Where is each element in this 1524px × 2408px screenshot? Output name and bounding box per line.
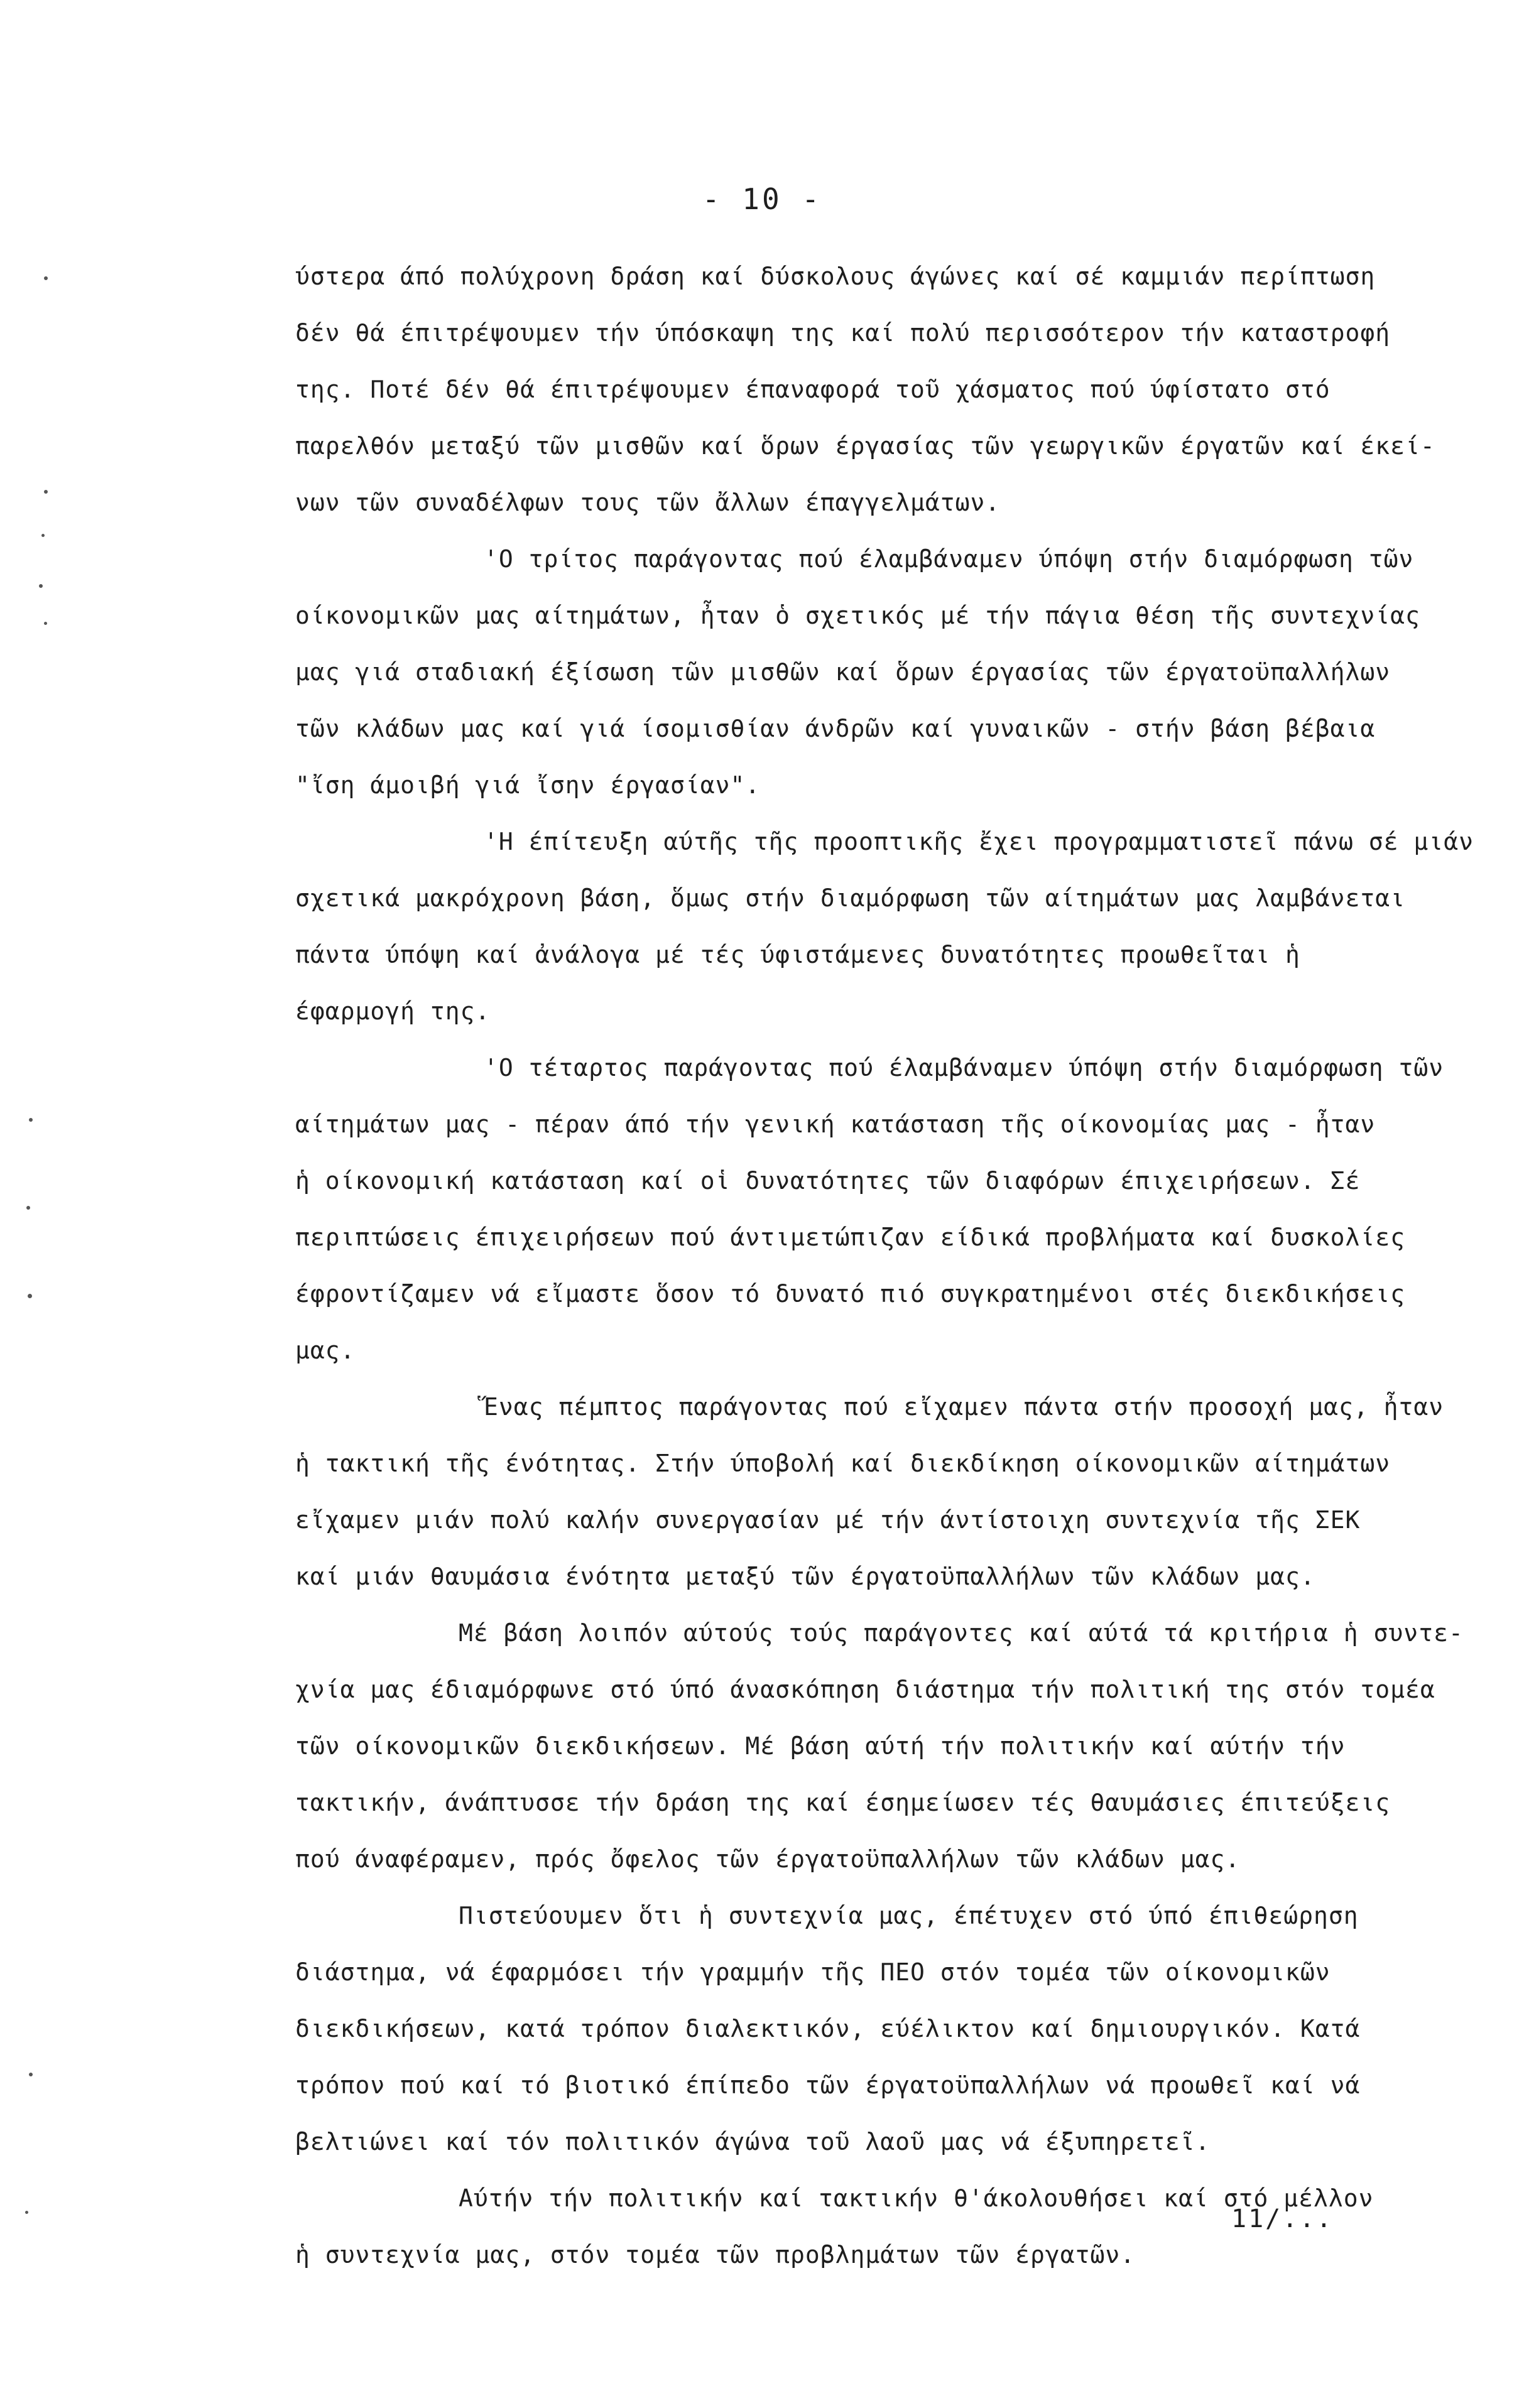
scan-speck bbox=[29, 1118, 33, 1122]
text-line: καί μιάν θαυμάσια ένότητα μεταξύ τῶν έργατοϋπαλλήλων τῶν κλάδων μας. bbox=[295, 1563, 1315, 1590]
text-line: τακτικήν, άνάπτυσσε τήν δράση της καί έσημείωσεν τές θαυμάσιες έπιτεύξεις bbox=[295, 1789, 1391, 1816]
paragraph-start: Αύτήν τήν πολιτικήν καί τακτικήν θ'άκολουθήσει καί στό μέλλον bbox=[459, 2184, 1374, 2212]
text-line: πού άναφέραμεν, πρός ὄφελος τῶν έργατοϋπαλλήλων τῶν κλάδων μας. bbox=[295, 1845, 1241, 1873]
text-line: οίκονομικῶν μας αίτημάτων, ἦταν ὁ σχετικός μέ τήν πάγια θέση τῆς συντεχνίας bbox=[295, 602, 1420, 629]
text-line: μας γιά σταδιακή έξίσωση τῶν μισθῶν καί ὅρων έργασίας τῶν έργατοϋπαλλήλων bbox=[295, 658, 1391, 686]
paragraph-start: Πιστεύουμεν ὅτι ἡ συντεχνία μας, έπέτυχεν στό ύπό έπιθεώρηση bbox=[459, 1902, 1359, 1929]
text-line: περιπτώσεις έπιχειρήσεων πού άντιμετώπιζαν είδικά προβλήματα καί δυσκολίες bbox=[295, 1223, 1405, 1251]
paragraph-start: 'Η έπίτευξη αύτῆς τῆς προοπτικῆς ἔχει προγραμματιστεῖ πάνω σέ μιάν bbox=[484, 828, 1474, 855]
scan-speck bbox=[44, 276, 48, 280]
scan-speck bbox=[28, 1294, 32, 1298]
text-line: της. Ποτέ δέν θά έπιτρέψουμεν έπαναφορά τοῦ χάσματος πού ύφίστατο στό bbox=[295, 376, 1331, 403]
continuation-reference: 11/... bbox=[1231, 2205, 1334, 2233]
text-line: παρελθόν μεταξύ τῶν μισθῶν καί ὅρων έργασίας τῶν γεωργικῶν έργατῶν καί έκεί- bbox=[295, 432, 1435, 460]
text-line: "ἴση άμοιβή γιά ἴσην έργασίαν". bbox=[295, 771, 761, 799]
text-line: διάστημα, νά έφαρμόσει τήν γραμμήν τῆς ΠΕΟ στόν τομέα τῶν οίκονομικῶν bbox=[295, 1958, 1331, 1986]
scan-speck bbox=[29, 2073, 33, 2076]
paragraph-start: Μέ βάση λοιπόν αύτούς τούς παράγοντες καί αύτά τά κριτήρια ἡ συντε- bbox=[459, 1619, 1464, 1647]
paragraph-start: 'Ο τρίτος παράγοντας πού έλαμβάναμεν ύπόψη στήν διαμόρφωση τῶν bbox=[484, 545, 1414, 573]
text-line: βελτιώνει καί τόν πολιτικόν άγώνα τοῦ λαοῦ μας νά έξυπηρετεῖ. bbox=[295, 2128, 1211, 2156]
text-line: ύστερα άπό πολύχρονη δράση καί δύσκολους άγώνες καί σέ καμμιάν περίπτωση bbox=[295, 263, 1376, 290]
scan-speck bbox=[26, 1206, 30, 1210]
text-line: μας. bbox=[295, 1337, 356, 1364]
text-line: χνία μας έδιαμόρφωνε στό ύπό άνασκόπηση διάστημα τήν πολιτική της στόν τομέα bbox=[295, 1676, 1435, 1703]
text-line: διεκδικήσεων, κατά τρόπον διαλεκτικόν, εύέλικτον καί δημιουργικόν. Κατά bbox=[295, 2015, 1361, 2042]
text-line: σχετικά μακρόχρονη βάση, ὅμως στήν διαμόρφωση τῶν αίτημάτων μας λαμβάνεται bbox=[295, 884, 1405, 912]
scan-speck bbox=[44, 490, 48, 494]
text-line: τρόπον πού καί τό βιοτικό έπίπεδο τῶν έργατοϋπαλλήλων νά προωθεῖ καί νά bbox=[295, 2071, 1361, 2099]
paragraph-start: Ἕνας πέμπτος παράγοντας πού εἴχαμεν πάντα στήν προσοχή μας, ἦταν bbox=[484, 1393, 1444, 1421]
text-line: έφαρμογή της. bbox=[295, 997, 491, 1025]
scan-speck bbox=[39, 584, 43, 588]
text-line: τῶν οίκονομικῶν διεκδικήσεων. Μέ βάση αύτή τήν πολιτικήν καί αύτήν τήν bbox=[295, 1732, 1346, 1760]
scan-speck bbox=[25, 2211, 28, 2214]
text-line: ἡ συντεχνία μας, στόν τομέα τῶν προβλημάτων τῶν έργατῶν. bbox=[295, 2241, 1136, 2269]
text-line: έφροντίζαμεν νά εἴμαστε ὅσον τό δυνατό πιό συγκρατημένοι στές διεκδικήσεις bbox=[295, 1280, 1405, 1308]
text-line: νων τῶν συναδέλφων τους τῶν ἄλλων έπαγγελμάτων. bbox=[295, 489, 1001, 516]
scan-speck bbox=[44, 622, 47, 625]
page-number: - 10 - bbox=[702, 182, 822, 216]
text-line: δέν θά έπιτρέψουμεν τήν ύπόσκαψη της καί πολύ περισσότερον τήν καταστροφή bbox=[295, 319, 1391, 347]
text-line: τῶν κλάδων μας καί γιά ίσομισθίαν άνδρῶν καί γυναικῶν - στήν βάση βέβαια bbox=[295, 715, 1376, 742]
text-line: ἡ τακτική τῆς ένότητας. Στήν ύποβολή καί διεκδίκηση οίκονομικῶν αίτημάτων bbox=[295, 1450, 1391, 1477]
text-line: πάντα ύπόψη καί ἀνάλογα μέ τές ύφιστάμενες δυνατότητες προωθεῖται ἡ bbox=[295, 941, 1300, 968]
body-text bbox=[295, 248, 1508, 2283]
text-line: ἡ οίκονομική κατάσταση καί οἱ δυνατότητες τῶν διαφόρων έπιχειρήσεων. Σέ bbox=[295, 1167, 1361, 1195]
paragraph-start: 'Ο τέταρτος παράγοντας πού έλαμβάναμεν ύπόψη στήν διαμόρφωση τῶν bbox=[484, 1054, 1444, 1082]
text-line: εἴχαμεν μιάν πολύ καλήν συνεργασίαν μέ τήν άντίστοιχη συντεχνία τῆς ΣΕΚ bbox=[295, 1506, 1361, 1534]
text-line: αίτημάτων μας - πέραν άπό τήν γενική κατάσταση τῆς οίκονομίας μας - ἦταν bbox=[295, 1110, 1376, 1138]
scan-speck bbox=[41, 534, 45, 537]
